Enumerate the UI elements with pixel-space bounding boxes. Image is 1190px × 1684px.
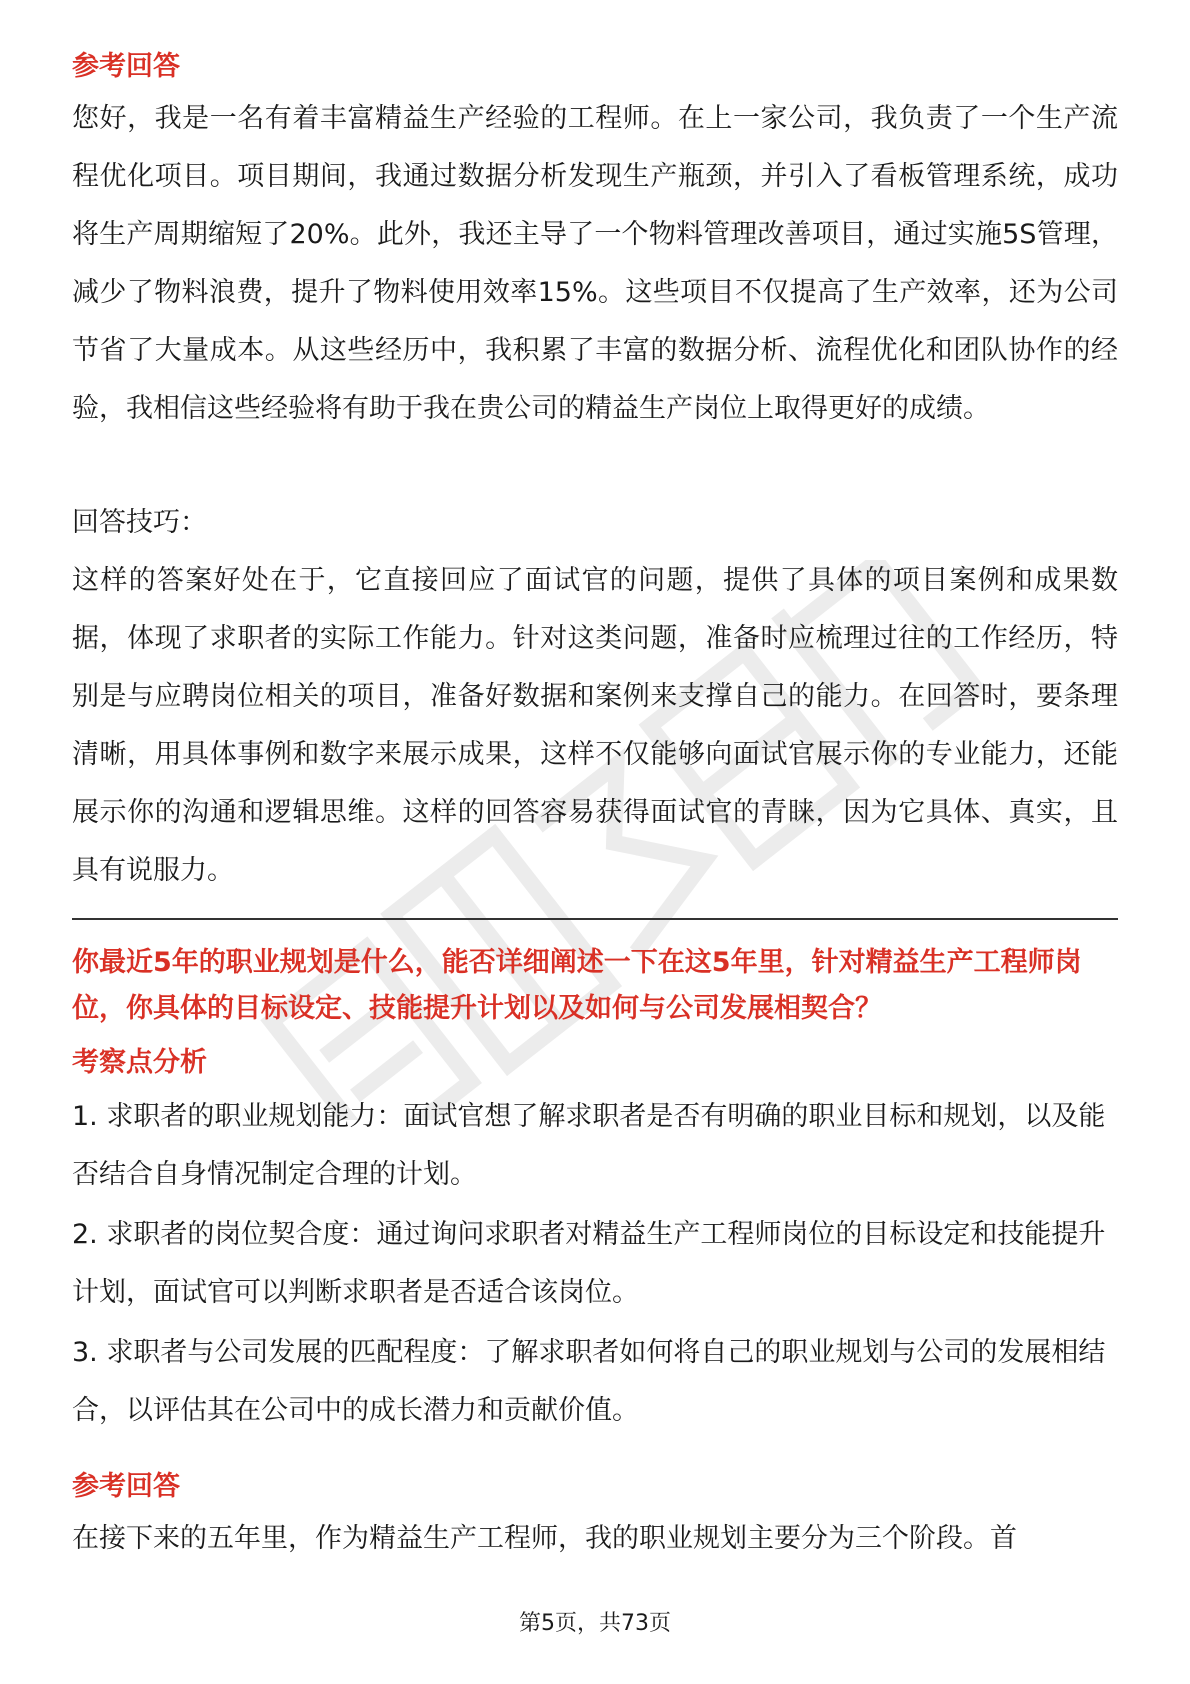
analysis-item-1: 1. 求职者的职业规划能力：面试官想了解求职者是否有明确的职业目标和规划，以及能否结合自身情况制定合理的计划。 [72,1101,1106,1190]
reference-answer-text-2: 在接下来的五年里，作为精益生产工程师，我的职业规划主要分为三个阶段。首 [72,1523,1017,1554]
tips-heading: 回答技巧： [72,507,207,538]
reference-answer-heading: 参考回答 [72,51,180,82]
tips-text: 这样的答案好处在于，它直接回应了面试官的问题，提供了具体的项目案例和成果数据，体现了求职者的实际工作能力。针对这类问题，准备时应梳理过往的工作经历，特别是与应聘岗位相关的项目，准备好数据和案例来支撑自己的能力。在回答时，要条理清晰，用具体事例和数字来展示成果，这样不仅能够向面试官展示你的专业能力，还能展示你的沟通和逻辑思维。这样的回答容易获得面试官的青睐，因为它具体、真实，且具有说服力。 [72,565,1118,886]
page-number: 第5页，共73页 [519,1611,671,1636]
reference-answer-text: 您好，我是一名有着丰富精益生产经验的工程师。在上一家公司，我负责了一个生产流程优化项目。项目期间，我通过数据分析发现生产瓶颈，并引入了看板管理系统，成功将生产周期缩短了20%。此外，我还主导了一个物料管理改善项目，通过实施5S管理，减少了物料浪费，提升了物料使用效率15%。这些项目不仅提高了生产效率，还为公司节省了大量成本。从这些经历中，我积累了丰富的数据分析、流程优化和团队协作的经验，我相信这些经验将有助于我在贵公司的精益生产岗位上取得更好的成绩。 [72,103,1118,424]
interview-question: 你最近5年的职业规划是什么，能否详细阐述一下在这5年里，针对精益生产工程师岗位，你具体的目标设定、技能提升计划以及如何与公司发展相契合？ [72,947,1082,1024]
document-page [72,46,1118,1568]
analysis-heading: 考察点分析 [72,1047,207,1078]
analysis-item-2: 2. 求职者的岗位契合度：通过询问求职者对精益生产工程师岗位的目标设定和技能提升计划，面试官可以判断求职者是否适合该岗位。 [72,1219,1106,1308]
analysis-item-3: 3. 求职者与公司发展的匹配程度：了解求职者如何将自己的职业规划与公司的发展相结合，以评估其在公司中的成长潜力和贡献价值。 [72,1337,1106,1426]
section-divider [72,918,1118,920]
reference-answer-heading-2: 参考回答 [72,1471,180,1502]
